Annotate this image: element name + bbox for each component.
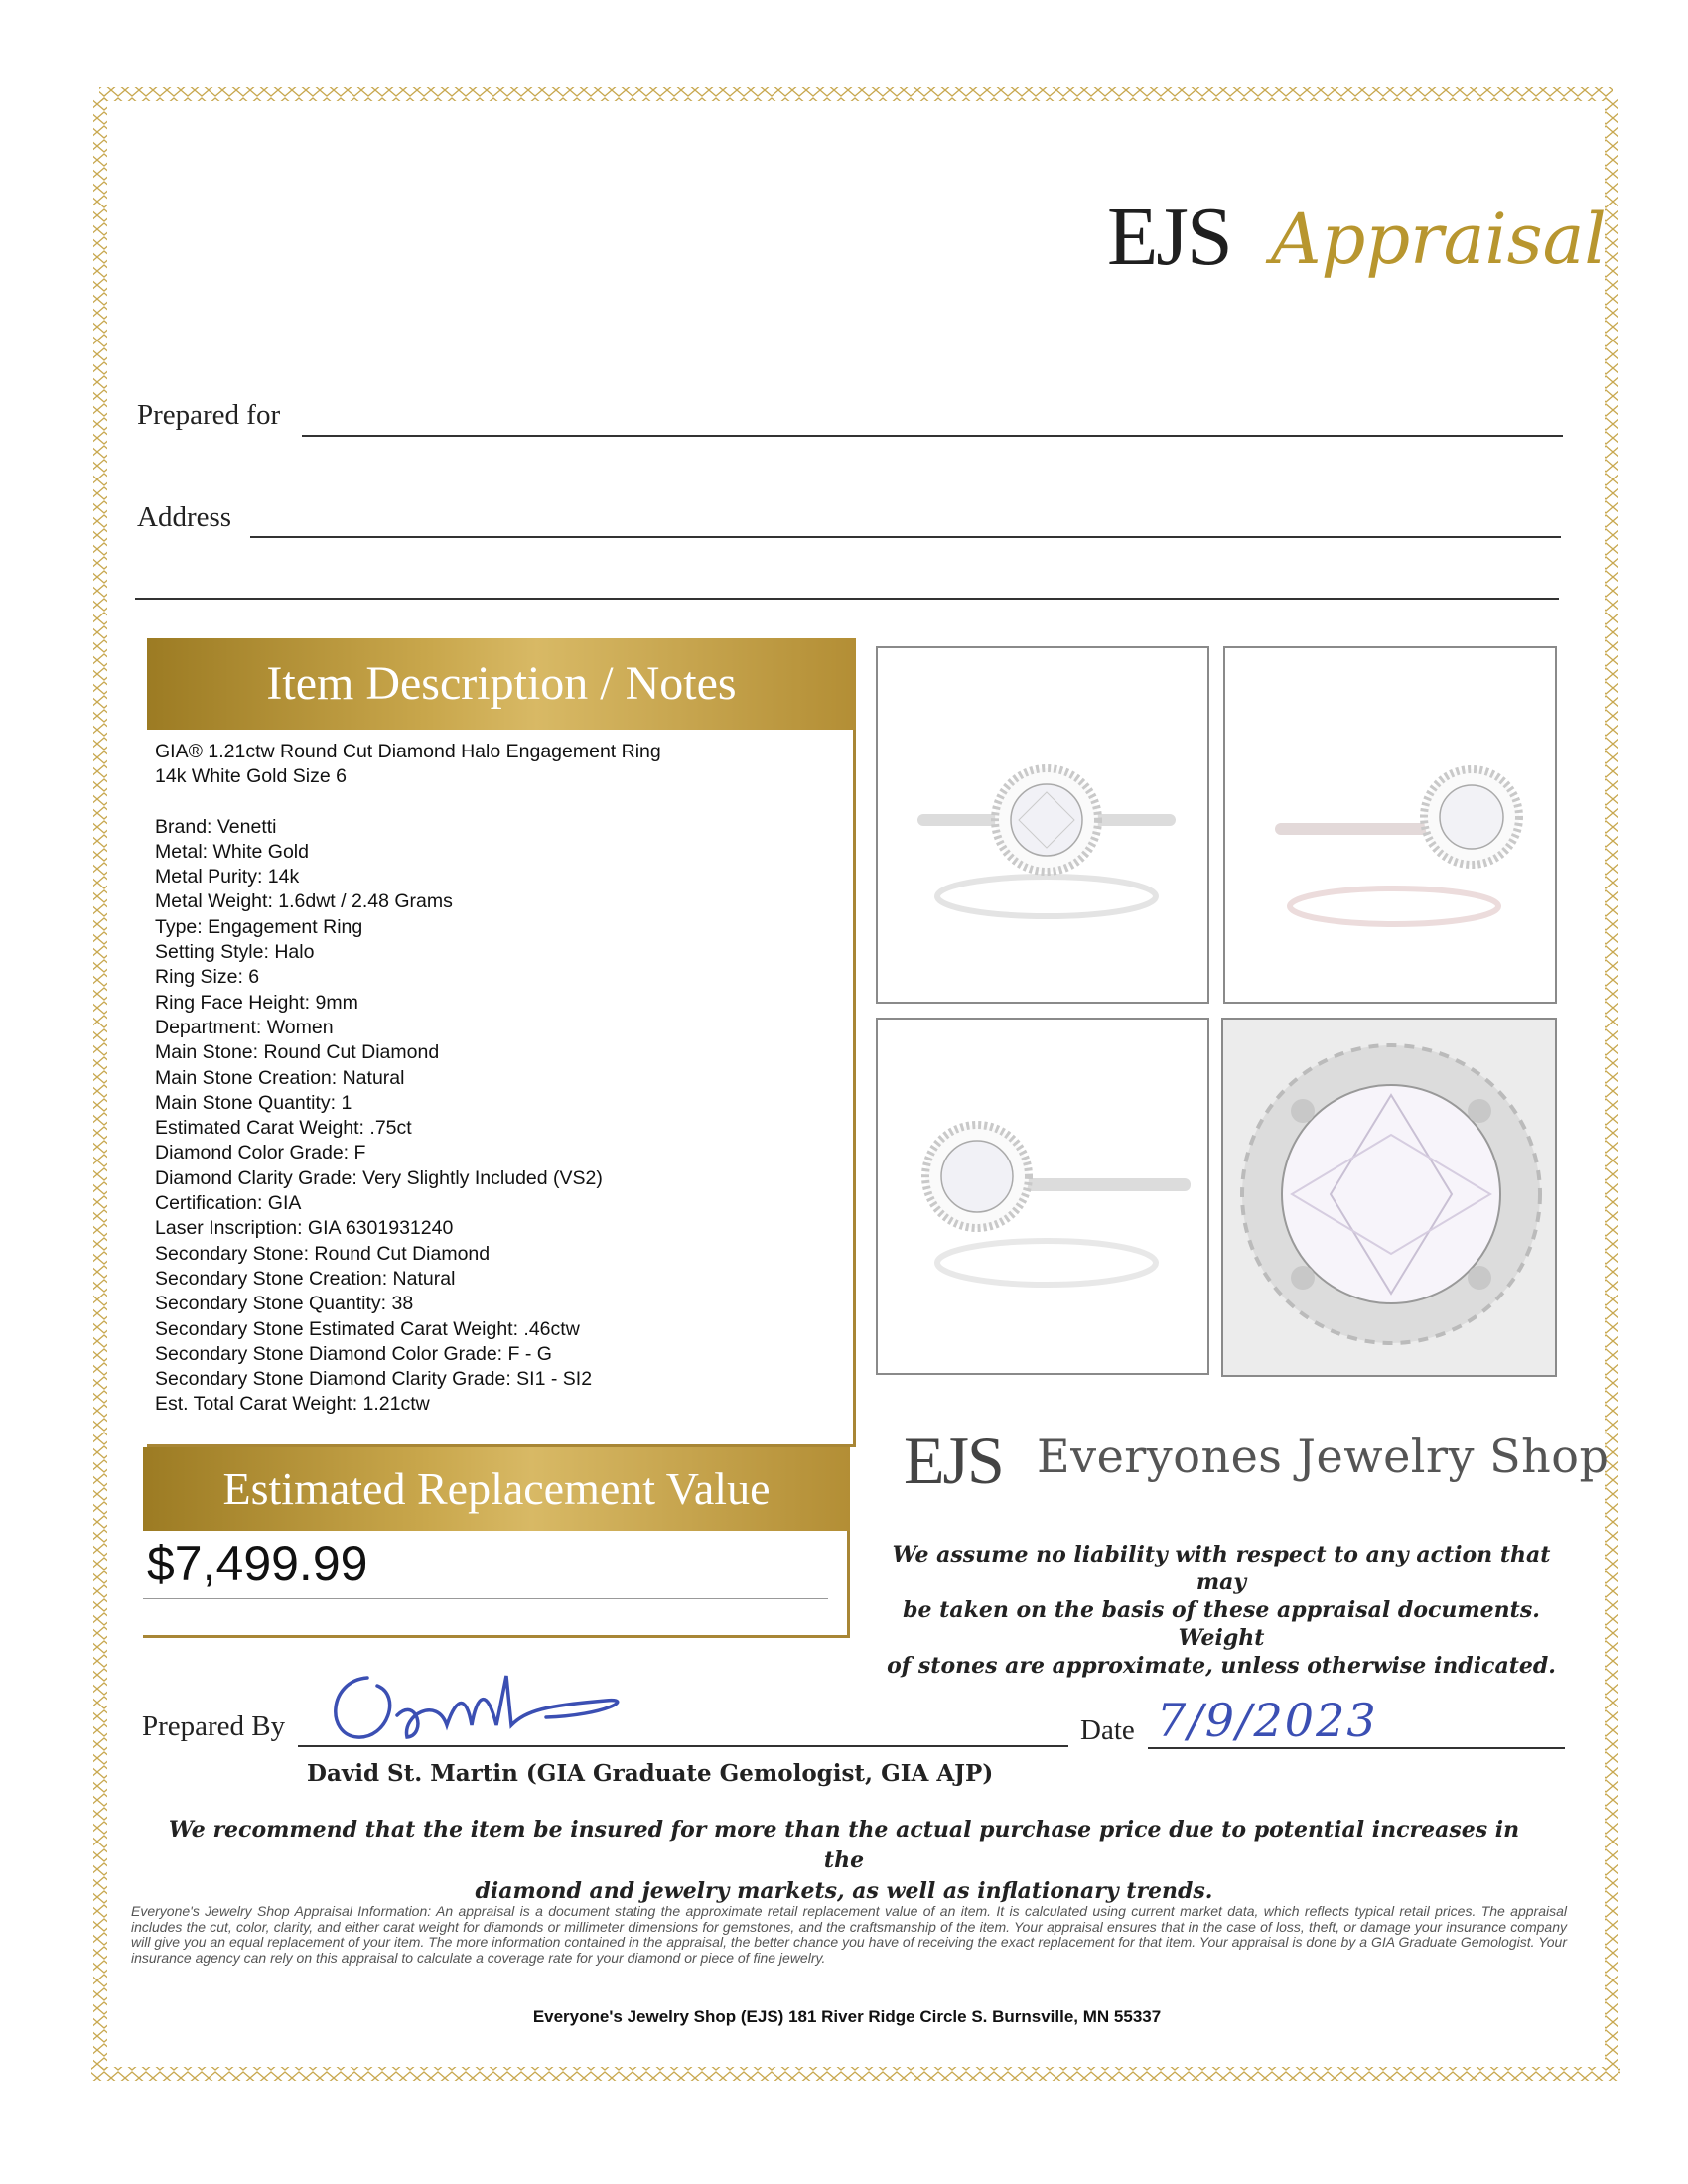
spec-item: Ring Face Height: 9mm [155,991,358,1014]
date-label: Date [1080,1714,1135,1746]
prepared-by-label: Prepared By [142,1710,286,1742]
address-field-line2[interactable] [135,598,1559,600]
spec-item: Secondary Stone: Round Cut Diamond [155,1242,491,1265]
spec-item: Brand: Venetti [155,815,277,838]
disclaimer-line-2: be taken on the basis of these appraisal documents. Weight [903,1597,1540,1651]
spec-item: Secondary Stone Diamond Clarity Grade: SI1 - SI2 [155,1368,593,1391]
spec-item: Ring Size: 6 [155,966,260,989]
spec-item: Metal Purity: 14k [155,866,300,888]
footer-address: Everyone's Jewelry Shop (EJS) 181 River Ridge Circle S. Burnsville, MN 55337 [532,2007,1162,2026]
recommendation-line-1: We recommend that the item be insured for more than the actual purchase price due to potential increases in the [168,1817,1520,1873]
ring-photo-closeup [1221,1018,1557,1377]
spec-item: Est. Total Carat Weight: 1.21ctw [155,1393,430,1416]
ring-angle-image [878,1020,1209,1375]
spec-item: Setting Style: Halo [155,941,315,964]
replacement-value-heading: Estimated Replacement Value [143,1447,850,1531]
spec-item: Estimated Carat Weight: .75ct [155,1117,412,1140]
item-description-box [147,730,856,1447]
spec-list [155,815,661,1418]
value-underline [143,1598,828,1599]
prepared-for-field[interactable] [302,435,1563,437]
shop-name: Everyones Jewelry Shop [1037,1430,1610,1483]
logo-text: EJS [1107,191,1231,283]
prepared-for-label: Prepared for [137,399,281,431]
spec-item: Metal Weight: 1.6dwt / 2.48 Grams [155,890,453,913]
ring-front-image [878,648,1209,1004]
item-description-heading: Item Description / Notes [147,638,856,730]
ring-closeup-image [1223,1020,1557,1377]
disclaimer-line-1: We assume no liability with respect to any action that may [892,1542,1551,1595]
liability-disclaimer [864,1541,1579,1680]
spec-item: Metal: White Gold [155,840,309,863]
address-label: Address [137,501,232,533]
date-field[interactable] [1148,1747,1565,1749]
spec-item: Main Stone Quantity: 1 [155,1091,352,1114]
appraisal-title: Appraisal [1271,199,1607,280]
ring-photo-angle [876,1018,1209,1375]
date-value: 7/9/2023 [1157,1694,1378,1747]
replacement-value-amount: $7,499.99 [147,1536,368,1591]
appraiser-name: David St. Martin (GIA Graduate Gemologist, GIA AJP) [307,1760,994,1787]
item-title-line1: GIA® 1.21ctw Round Cut Diamond Halo Engagement Ring [155,741,661,762]
spec-item: Main Stone: Round Cut Diamond [155,1041,440,1064]
item-title-line2: 14k White Gold Size 6 [155,765,347,788]
spec-item: Secondary Stone Diamond Color Grade: F - G [155,1342,552,1365]
appraisal-information: Everyone's Jewelry Shop Appraisal Information: An appraisal is a document stating the approximate retail replacement value of an item. It is calculated using current market data, which reflects typical retail prices. The appraisal includes the cut, color, clarity, and either carat weight for diamonds or millimeter dimensions for gemstones, and the craftsmanship of the item. Your appraisal ensures that in the case of loss, theft, or damage your insurance company will give you an equal replacement of your item. The more information contained in the appraisal, the better chance you have of receiving the exact replacement for that item. Your appraisal is done by a GIA Graduate Gemologist. Your insurance agency can rely on this appraisal to calculate a coverage rate for your diamond or piece of fine jewelry. [131,1903,1567,1966]
spec-item: Diamond Clarity Grade: Very Slightly Included (VS2) [155,1166,603,1189]
address-field[interactable] [250,536,1561,538]
spec-item: Diamond Color Grade: F [155,1142,366,1164]
ejs-logo [1107,189,1231,285]
shop-logo: EJS [904,1423,1003,1498]
spec-item: Main Stone Creation: Natural [155,1066,405,1089]
spec-item: Type: Engagement Ring [155,915,363,938]
ring-photo-side [1223,646,1557,1004]
insurance-recommendation [149,1815,1539,1907]
ring-photo-front [876,646,1209,1004]
spec-item: Secondary Stone Estimated Carat Weight: .46ctw [155,1317,580,1340]
spec-item: Secondary Stone Creation: Natural [155,1267,456,1290]
spec-item: Department: Women [155,1016,334,1038]
signature-image [308,1656,665,1755]
spec-item: Secondary Stone Quantity: 38 [155,1293,414,1315]
spec-item: Laser Inscription: GIA 6301931240 [155,1217,454,1240]
ring-side-image [1225,648,1557,1004]
replacement-value-box [143,1531,850,1638]
disclaimer-line-3: of stones are approximate, unless otherwise indicated. [887,1653,1556,1679]
recommendation-line-2: diamond and jewelry markets, as well as inflationary trends. [475,1878,1213,1904]
spec-item: Certification: GIA [155,1192,302,1215]
